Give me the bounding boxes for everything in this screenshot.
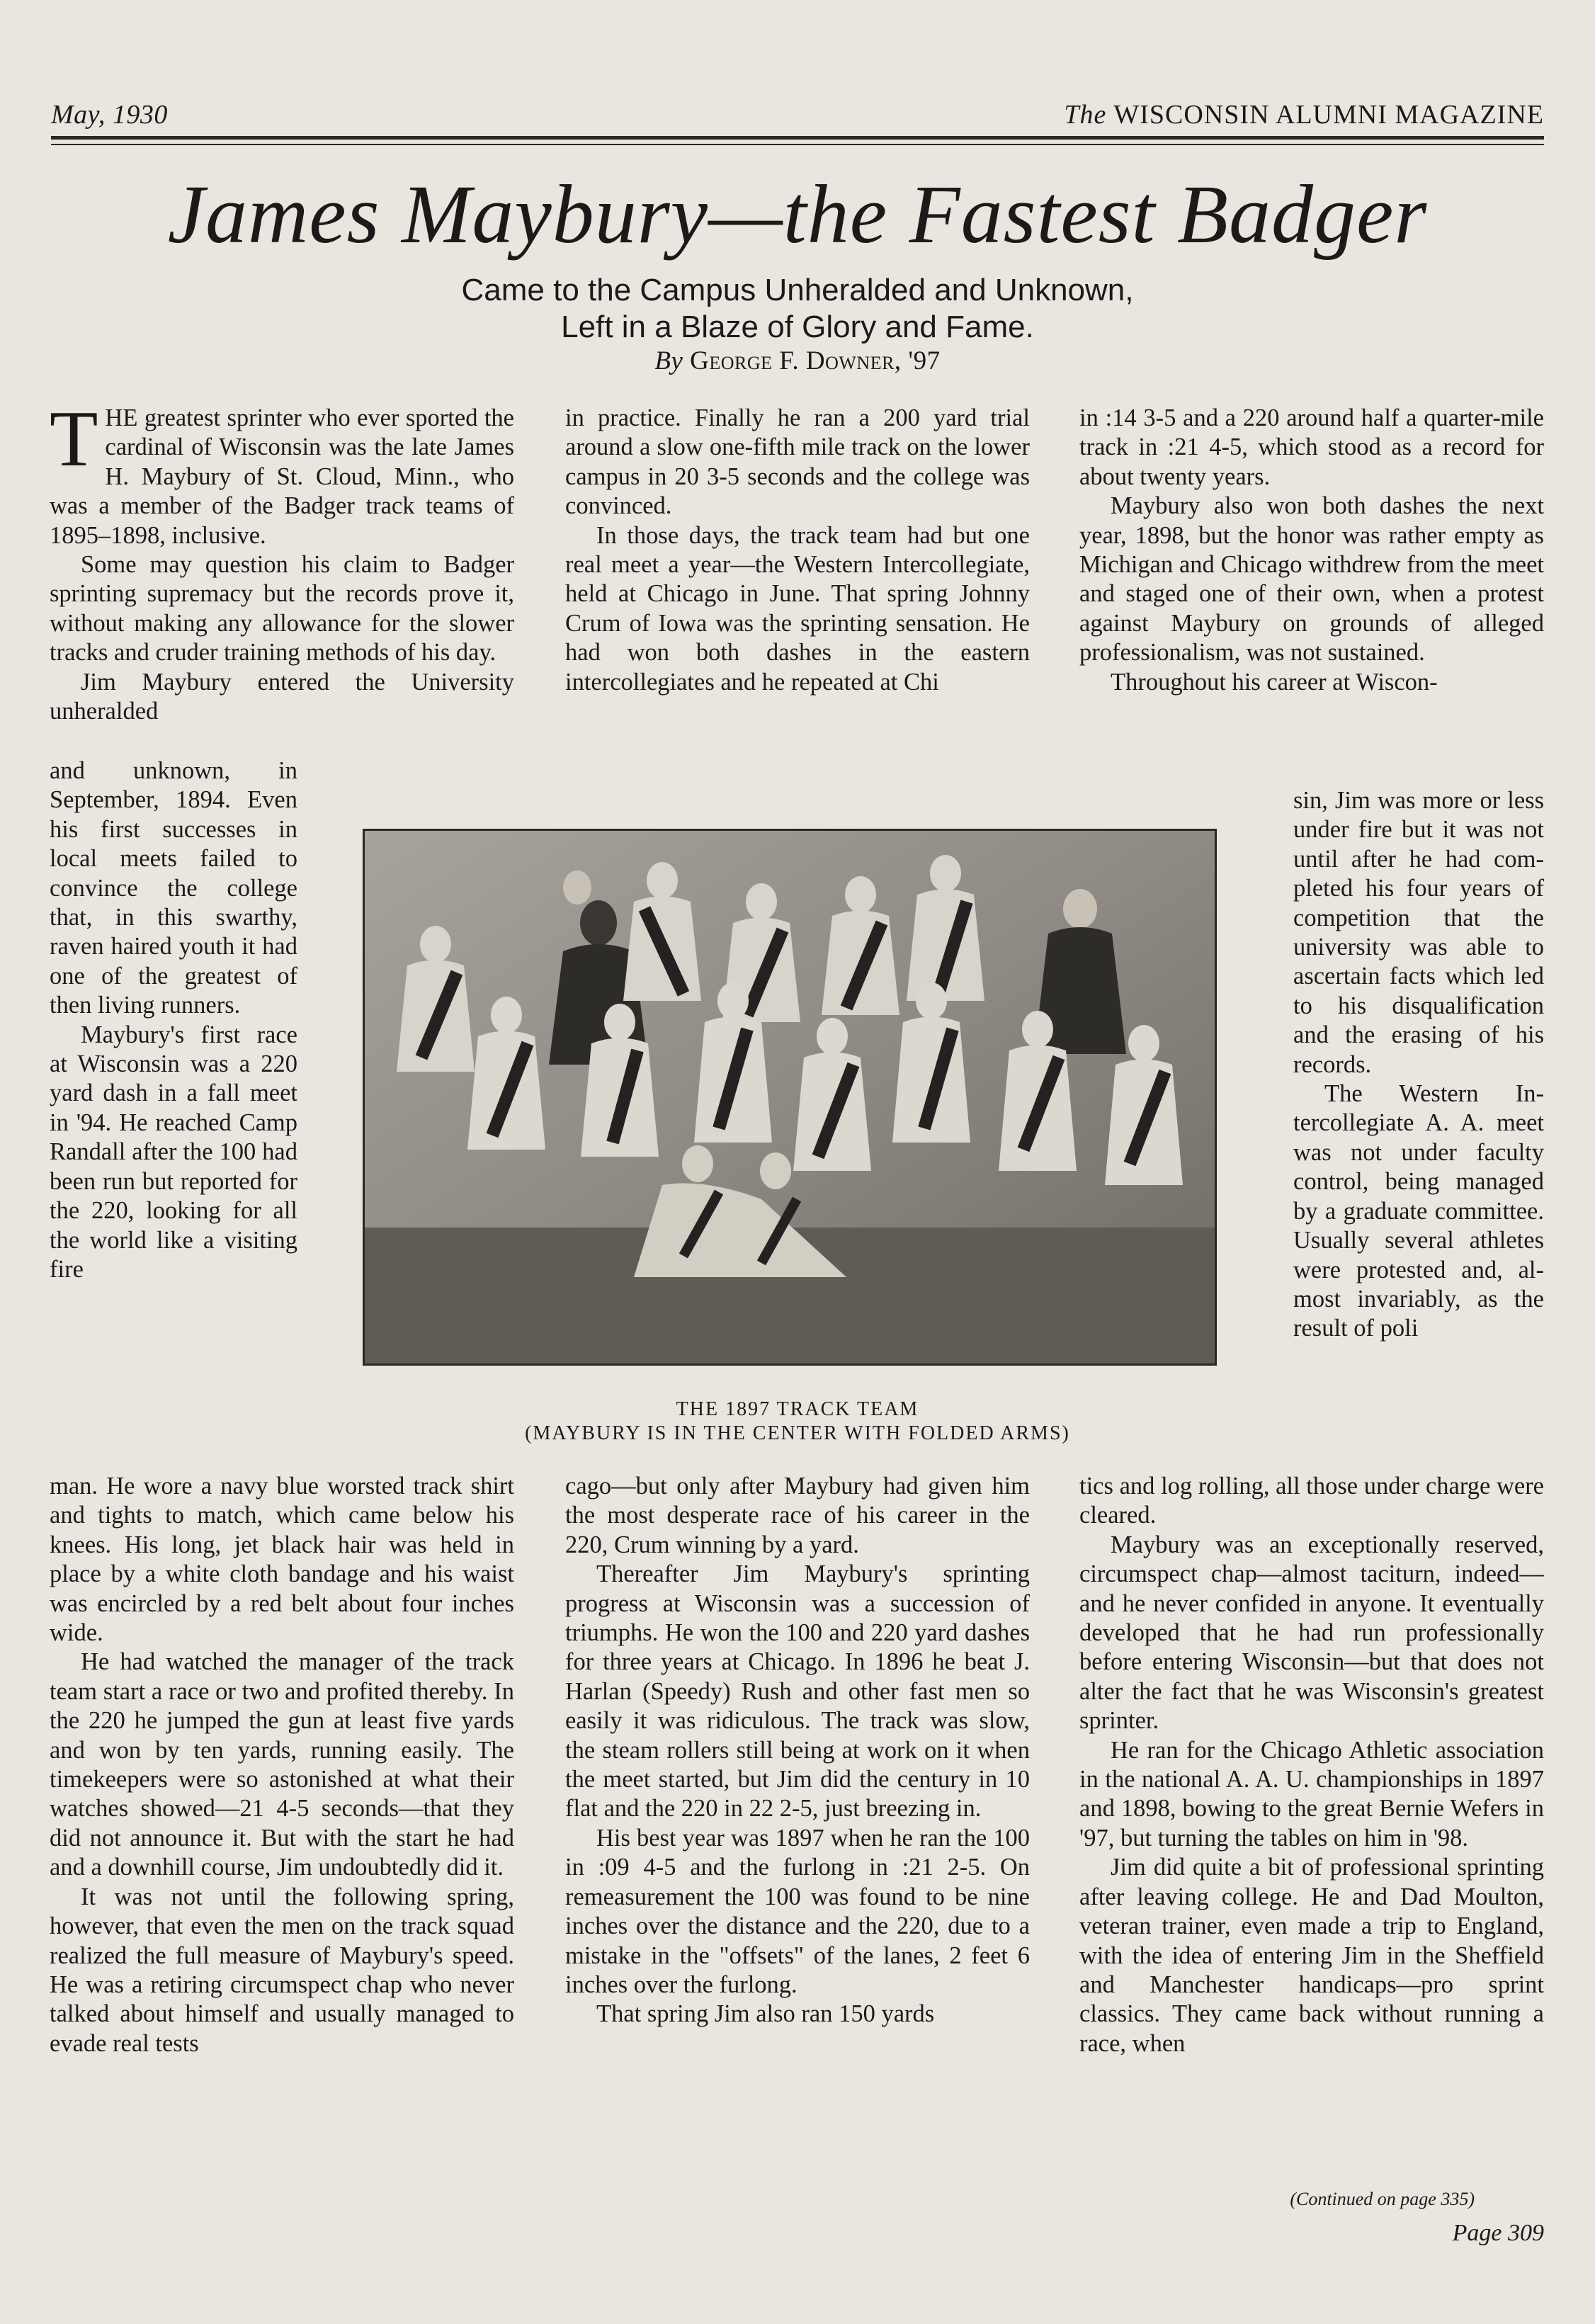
column-1-lower (50, 1472, 514, 2058)
article-byline (0, 346, 1595, 376)
paragraph: Thereafter Jim Maybury's sprinting progress at Wisconsin was a succession of triumphs. He won the 100 and 220 yard dashes for three years at Chicago. In 1896 he beat J. Harlan (Speedy) Rush and other fast men so easily it was ridiculous. The track was slow, the steam rollers still being at work on it when the meet started, but Jim did the century in 10 flat and the 220 in 22 2-5, just breezing in. (565, 1560, 1030, 1823)
paragraph: sin, Jim was more or less under fire but it was not until after he had completed his four years of competition that the university was able to ascertain facts which led to his disqualification and the erasing of his records. (1293, 787, 1544, 1078)
drop-cap: T (50, 395, 98, 483)
paragraph: His best year was 1897 when he ran the 100 in :09 4-5 and the furlong in :21 2-5. On remeasurement the 100 was found to be nine inches over the distance and the 220, due to a mistake in the "offsets" of the lanes, 2 feet 6 inches over the furlong. (565, 1824, 1030, 1998)
paragraph: He ran for the Chicago Athletic association in the national A. A. U. championships in 1897 and 1898, bowing to the great Bernie Wefers in '97, but turning the tables on him in '98. (1079, 1736, 1544, 1852)
paragraph: The Western Intercollegiate A. A. meet was not under faculty control, being managed by a graduate committee. Usually several athletes were protested and, almost invariably, as the result of poli (1293, 1080, 1544, 1342)
paragraph: In those days, the track team had but one real meet a year—the Western Intercollegiate, held at Chicago in June. That spring Johnny Crum of Iowa was the sprinting sensation. He had won both dashes in the eastern intercollegiates and he repeated at Chi (565, 521, 1030, 696)
publication-the: The (1064, 100, 1107, 130)
paragraph: Jim Maybury entered the University unheralded (50, 668, 514, 725)
article-subtitle: Came to the Campus Unheralded and Unknown, Left in a Blaze of Glory and Fame. (461, 273, 1134, 344)
paragraph: It was not until the following spring, however, that even the men on the track squad realized the full measure of Maybury's speed. He was a retiring circumspect chap who never talked about himself and usually managed to evade real tests (50, 1883, 514, 2057)
paragraph: cago—but only after Maybury had given him the most desperate race of his career in the 220, Crum winning by a yard. (565, 1473, 1030, 1558)
publication-name: WISCONSIN ALUMNI MAGAZINE (1113, 100, 1544, 130)
team-photo-illustration (365, 831, 1215, 1364)
photo-caption-title: THE 1897 TRACK TEAM (676, 1398, 919, 1420)
column-2-upper (565, 404, 1030, 697)
column-3-narrow (1293, 786, 1544, 1344)
paragraph: man. He wore a navy blue worsted track shirt and tights to match, which came below his knees. His long, jet black hair was held in place by a white cloth bandage and his waist was encircled by a red belt about four inches wide. (50, 1473, 514, 1647)
paragraph: He had watched the manager of the track team start a race or two and profited thereby. In the 220 he jumped the gun at least five yards and won by ten yards, running easily. The timekeepers were so astonished at what their watches showed—21 4-5 seconds—that they did not announce it. But with the start he had and a downhill course, Jim undoubtedly did it. (50, 1648, 514, 1881)
paragraph: Throughout his career at Wiscon- (1111, 668, 1438, 696)
byline-by: By (654, 346, 683, 375)
page-number: Page 309 (1452, 2220, 1544, 2246)
paragraph: in :14 3-5 and a 220 around half a quarter-mile track in :21 4-5, which stood as a record for about twenty years. (1079, 404, 1544, 490)
column-2-lower (565, 1472, 1030, 2029)
paragraph: Some may question his claim to Badger sprinting supremacy but the records prove it, without making any allowance for the slower tracks and cruder training methods of his day. (50, 551, 514, 667)
paragraph: tics and log rolling, all those under charge were cleared. (1079, 1473, 1544, 1529)
issue-date: May, 1930 (51, 100, 168, 130)
column-3-upper (1079, 404, 1544, 697)
paragraph: and unknown, in September, 1894. Even his first successes in local meets failed to convince the college that, in this swarthy, raven haired youth it had one of the greatest of then living runners. (50, 757, 297, 1019)
team-photograph (363, 829, 1217, 1366)
paragraph: Maybury also won both dashes the next year, 1898, but the honor was rather empty as Michigan and Chicago withdrew from the meet and staged one of their own, when a protest against Maybury on grounds of alleged professionalism, was not sustained. (1079, 492, 1544, 667)
byline-author: George F. Downer, '97 (690, 346, 941, 375)
continued-note: (Continued on page 335) (1290, 2189, 1475, 2209)
paragraph (50, 395, 514, 550)
paragraph: That spring Jim also ran 150 yards (596, 2000, 935, 2028)
photo-caption-note: (MAYBURY IS IN THE CENTER WITH FOLDED ARMS) (525, 1422, 1070, 1444)
paragraph: Maybury's first race at Wisconsin was a 220 yard dash in a fall meet in '94. He reached Camp Randall after the 100 had been run but reported for the 220, looking for all the world like a visiting fire (50, 1021, 297, 1283)
paragraph: in practice. Finally he ran a 200 yard trial around a slow one-fifth mile track on the lower campus in 20 3-5 seconds and the college was convinced. (565, 404, 1030, 520)
column-3-lower (1079, 1472, 1544, 2058)
article-title: James Maybury—the Fastest Badger (167, 168, 1428, 261)
paragraph-text: HE greatest sprinter who ever sported the cardinal of Wisconsin was the late James H. Maybury of St. Cloud, Minn., who was a member of the Badger track teams of 1895–1898, inclusive. (50, 404, 514, 549)
column-1-narrow (50, 756, 297, 1284)
column-1-upper (50, 395, 514, 726)
paragraph: Maybury was an exceptionally reserved, circumspect chap—almost taciturn, indeed—and he never confided in anyone. It eventually developed that he had run professionally before entering Wisconsin—but that does not alter the fact that he was Wisconsin's greatest sprinter. (1079, 1531, 1544, 1735)
publication-title (1064, 99, 1544, 130)
paragraph: Jim did quite a bit of professional sprinting after leaving college. He and Dad Moulton, veteran trainer, even made a trip to England, with the idea of entering Jim in the Sheffield and Manchester handicaps—pro sprint classics. They came back without running a race, when (1079, 1854, 1544, 2057)
header-rule-thick (51, 136, 1544, 140)
header-rule-thin (51, 144, 1544, 145)
